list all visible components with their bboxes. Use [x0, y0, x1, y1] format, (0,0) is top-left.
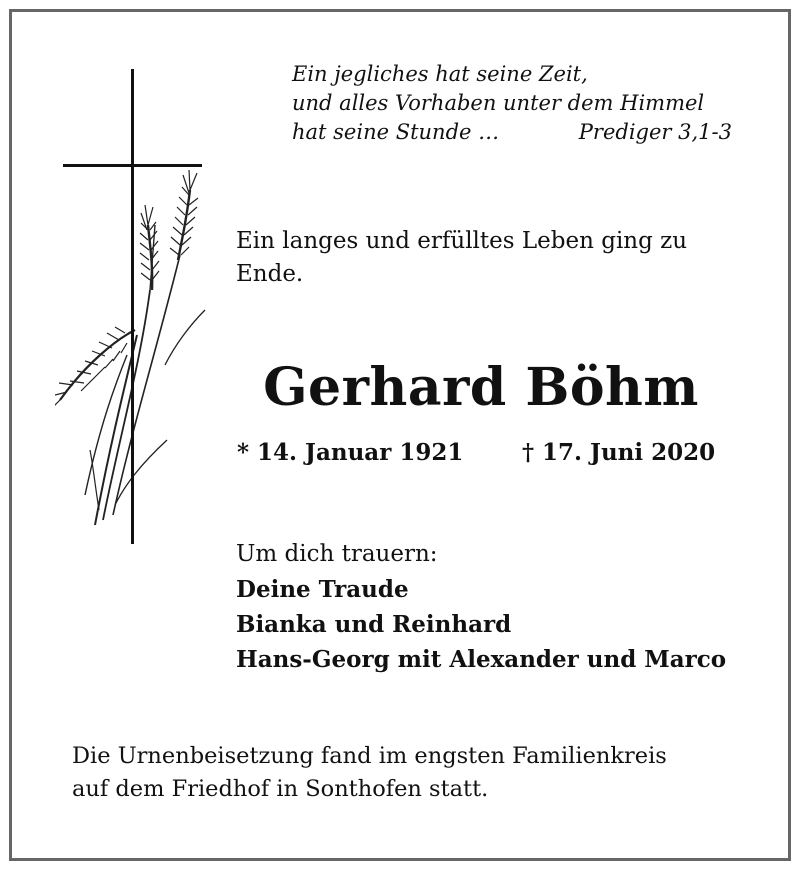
burial-note: [72, 740, 667, 806]
cross-icon: [63, 69, 202, 544]
mourner-name: Bianka und Reinhard: [236, 611, 512, 638]
mourners-heading: Um dich trauern:: [236, 541, 438, 567]
intro-text: [236, 225, 736, 291]
death-date: † 17. Juni 2020: [522, 439, 716, 466]
quote-line: und alles Vorhaben unter dem Himmel: [292, 91, 705, 115]
birth-date: * 14. Januar 1921: [237, 439, 464, 466]
quote-line: hat seine Stunde …: [292, 120, 500, 144]
quote-line: Ein jegliches hat seine Zeit,: [292, 62, 588, 86]
wheat-icon: [55, 170, 205, 525]
mourner-name: Deine Traude: [236, 576, 409, 603]
deceased-name: Gerhard Böhm: [263, 357, 699, 418]
burial-note-line: Die Urnenbeisetzung fand im engsten Familienkreis: [72, 743, 667, 769]
quote-reference: Prediger 3,1-3: [578, 120, 732, 144]
intro-line: Ein langes und erfülltes Leben ging zu: [236, 228, 688, 254]
mourners-list: [236, 537, 726, 677]
bible-quote: [292, 60, 732, 147]
burial-note-line: auf dem Friedhof in Sonthofen statt.: [72, 776, 489, 802]
mourner-name: Hans-Georg mit Alexander und Marco: [236, 646, 727, 673]
cross-with-wheat-illustration: [55, 65, 215, 550]
intro-line: Ende.: [236, 261, 304, 287]
